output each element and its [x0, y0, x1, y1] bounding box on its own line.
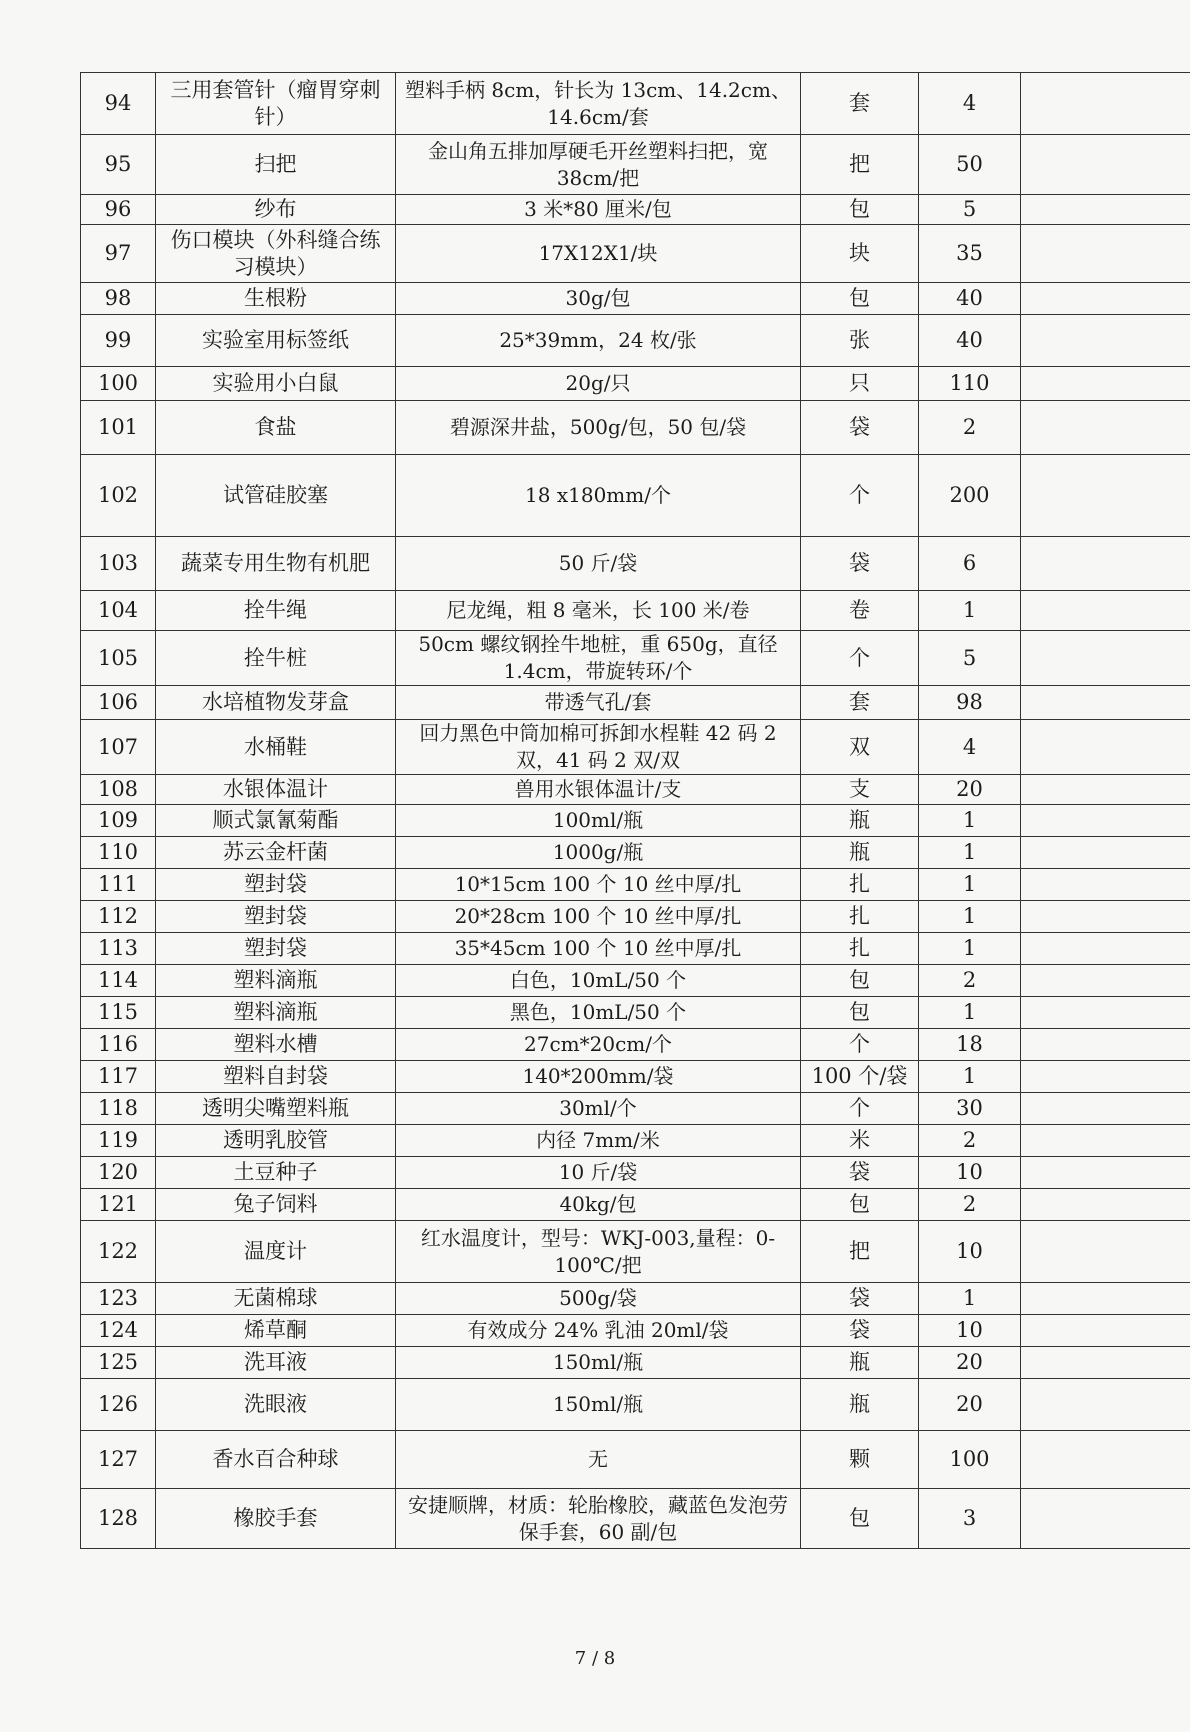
item-spec: 140*200mm/袋 — [396, 1061, 801, 1093]
table-row — [81, 225, 1190, 283]
item-name: 土豆种子 — [156, 1157, 396, 1189]
table-row — [81, 455, 1190, 537]
item-unit: 把 — [801, 1221, 919, 1283]
item-quantity: 6 — [919, 537, 1021, 591]
empty-cell — [1021, 686, 1190, 720]
item-unit: 颗 — [801, 1431, 919, 1489]
item-quantity: 3 — [919, 1489, 1021, 1549]
table-row — [81, 195, 1190, 225]
item-name: 水桶鞋 — [156, 720, 396, 775]
item-spec: 1000g/瓶 — [396, 837, 801, 869]
empty-cell — [1021, 73, 1190, 135]
item-spec: 150ml/瓶 — [396, 1347, 801, 1379]
item-quantity: 1 — [919, 933, 1021, 965]
item-number: 96 — [81, 195, 156, 225]
item-spec: 50cm 螺纹钢拴牛地桩，重 650g，直径 1.4cm，带旋转环/个 — [396, 631, 801, 686]
item-number: 125 — [81, 1347, 156, 1379]
item-spec: 尼龙绳，粗 8 毫米，长 100 米/卷 — [396, 591, 801, 631]
empty-cell — [1021, 837, 1190, 869]
item-unit: 张 — [801, 315, 919, 367]
item-spec: 20*28cm 100 个 10 丝中厚/扎 — [396, 901, 801, 933]
empty-cell — [1021, 869, 1190, 901]
item-spec: 内径 7mm/米 — [396, 1125, 801, 1157]
empty-cell — [1021, 1431, 1190, 1489]
item-quantity: 5 — [919, 195, 1021, 225]
item-unit: 米 — [801, 1125, 919, 1157]
empty-cell — [1021, 720, 1190, 775]
item-name: 苏云金杆菌 — [156, 837, 396, 869]
item-unit: 扎 — [801, 869, 919, 901]
item-unit: 袋 — [801, 1315, 919, 1347]
item-unit: 个 — [801, 1093, 919, 1125]
item-spec: 10*15cm 100 个 10 丝中厚/扎 — [396, 869, 801, 901]
item-quantity: 1 — [919, 901, 1021, 933]
item-number: 120 — [81, 1157, 156, 1189]
item-quantity: 40 — [919, 283, 1021, 315]
empty-cell — [1021, 997, 1190, 1029]
item-quantity: 20 — [919, 1347, 1021, 1379]
item-spec: 17X12X1/块 — [396, 225, 801, 283]
item-table — [80, 72, 1190, 1549]
item-number: 107 — [81, 720, 156, 775]
item-spec: 50 斤/袋 — [396, 537, 801, 591]
empty-cell — [1021, 901, 1190, 933]
table-row — [81, 720, 1190, 775]
table-row — [81, 1431, 1190, 1489]
item-name: 兔子饲料 — [156, 1189, 396, 1221]
item-number: 100 — [81, 367, 156, 401]
item-number: 108 — [81, 775, 156, 805]
item-number: 106 — [81, 686, 156, 720]
item-unit: 袋 — [801, 1283, 919, 1315]
item-unit: 袋 — [801, 401, 919, 455]
empty-cell — [1021, 283, 1190, 315]
item-name: 拴牛桩 — [156, 631, 396, 686]
table-row — [81, 686, 1190, 720]
item-quantity: 5 — [919, 631, 1021, 686]
item-spec: 红水温度计，型号：WKJ-003,量程：0-100℃/把 — [396, 1221, 801, 1283]
item-quantity: 30 — [919, 1093, 1021, 1125]
item-number: 102 — [81, 455, 156, 537]
item-spec: 18 x180mm/个 — [396, 455, 801, 537]
item-spec: 兽用水银体温计/支 — [396, 775, 801, 805]
item-quantity: 98 — [919, 686, 1021, 720]
empty-cell — [1021, 1379, 1190, 1431]
item-unit: 支 — [801, 775, 919, 805]
item-name: 食盐 — [156, 401, 396, 455]
empty-cell — [1021, 195, 1190, 225]
item-quantity: 4 — [919, 73, 1021, 135]
table-row — [81, 837, 1190, 869]
item-spec: 有效成分 24% 乳油 20ml/袋 — [396, 1315, 801, 1347]
item-quantity: 18 — [919, 1029, 1021, 1061]
empty-cell — [1021, 1283, 1190, 1315]
table-row — [81, 1093, 1190, 1125]
item-name: 洗眼液 — [156, 1379, 396, 1431]
empty-cell — [1021, 933, 1190, 965]
item-name: 试管硅胶塞 — [156, 455, 396, 537]
table-row — [81, 1125, 1190, 1157]
item-number: 104 — [81, 591, 156, 631]
item-name: 顺式氯氰菊酯 — [156, 805, 396, 837]
item-unit: 瓶 — [801, 805, 919, 837]
item-name: 扫把 — [156, 135, 396, 195]
item-name: 塑封袋 — [156, 869, 396, 901]
item-name: 塑封袋 — [156, 933, 396, 965]
table-row — [81, 933, 1190, 965]
item-quantity: 110 — [919, 367, 1021, 401]
item-number: 118 — [81, 1093, 156, 1125]
item-spec: 500g/袋 — [396, 1283, 801, 1315]
item-unit: 扎 — [801, 933, 919, 965]
item-spec: 白色，10mL/50 个 — [396, 965, 801, 997]
item-spec: 30ml/个 — [396, 1093, 801, 1125]
item-number: 101 — [81, 401, 156, 455]
item-quantity: 2 — [919, 1189, 1021, 1221]
item-unit: 瓶 — [801, 837, 919, 869]
item-quantity: 50 — [919, 135, 1021, 195]
item-spec: 带透气孔/套 — [396, 686, 801, 720]
item-spec: 100ml/瓶 — [396, 805, 801, 837]
empty-cell — [1021, 367, 1190, 401]
table-row — [81, 1157, 1190, 1189]
item-name: 橡胶手套 — [156, 1489, 396, 1549]
item-quantity: 10 — [919, 1157, 1021, 1189]
item-number: 103 — [81, 537, 156, 591]
item-name: 透明尖嘴塑料瓶 — [156, 1093, 396, 1125]
page-number: 7 / 8 — [574, 1648, 616, 1669]
table-body — [81, 73, 1190, 1549]
item-unit: 包 — [801, 965, 919, 997]
item-spec: 无 — [396, 1431, 801, 1489]
item-number: 123 — [81, 1283, 156, 1315]
item-name: 烯草酮 — [156, 1315, 396, 1347]
item-unit: 块 — [801, 225, 919, 283]
item-quantity: 2 — [919, 965, 1021, 997]
item-unit: 袋 — [801, 1157, 919, 1189]
item-number: 112 — [81, 901, 156, 933]
item-spec: 30g/包 — [396, 283, 801, 315]
empty-cell — [1021, 455, 1190, 537]
item-number: 119 — [81, 1125, 156, 1157]
item-name: 实验室用标签纸 — [156, 315, 396, 367]
table-row — [81, 1489, 1190, 1549]
table-row — [81, 1379, 1190, 1431]
table-row — [81, 401, 1190, 455]
table-row — [81, 1061, 1190, 1093]
item-spec: 150ml/瓶 — [396, 1379, 801, 1431]
empty-cell — [1021, 1489, 1190, 1549]
item-spec: 10 斤/袋 — [396, 1157, 801, 1189]
item-unit: 个 — [801, 455, 919, 537]
item-name: 水银体温计 — [156, 775, 396, 805]
empty-cell — [1021, 1347, 1190, 1379]
table-row — [81, 965, 1190, 997]
table-row — [81, 631, 1190, 686]
item-spec: 20g/只 — [396, 367, 801, 401]
item-quantity: 1 — [919, 1283, 1021, 1315]
item-unit: 套 — [801, 686, 919, 720]
empty-cell — [1021, 1061, 1190, 1093]
item-quantity: 100 — [919, 1431, 1021, 1489]
item-name: 塑料滴瓶 — [156, 997, 396, 1029]
item-unit: 包 — [801, 1189, 919, 1221]
item-quantity: 1 — [919, 869, 1021, 901]
table-row — [81, 283, 1190, 315]
item-name: 温度计 — [156, 1221, 396, 1283]
item-number: 117 — [81, 1061, 156, 1093]
item-number: 111 — [81, 869, 156, 901]
item-quantity: 10 — [919, 1221, 1021, 1283]
table-row — [81, 901, 1190, 933]
item-quantity: 1 — [919, 591, 1021, 631]
item-name: 塑料水槽 — [156, 1029, 396, 1061]
empty-cell — [1021, 591, 1190, 631]
item-quantity: 1 — [919, 997, 1021, 1029]
item-number: 114 — [81, 965, 156, 997]
item-spec: 塑料手柄 8cm，针长为 13cm、14.2cm、14.6cm/套 — [396, 73, 801, 135]
item-quantity: 200 — [919, 455, 1021, 537]
table-row — [81, 73, 1190, 135]
item-unit: 双 — [801, 720, 919, 775]
empty-cell — [1021, 1093, 1190, 1125]
item-quantity: 1 — [919, 837, 1021, 869]
item-unit: 瓶 — [801, 1379, 919, 1431]
table-row — [81, 537, 1190, 591]
item-quantity: 4 — [919, 720, 1021, 775]
empty-cell — [1021, 1189, 1190, 1221]
item-unit: 把 — [801, 135, 919, 195]
item-name: 蔬菜专用生物有机肥 — [156, 537, 396, 591]
item-name: 伤口模块（外科缝合练习模块） — [156, 225, 396, 283]
item-number: 97 — [81, 225, 156, 283]
table-row — [81, 1315, 1190, 1347]
item-number: 116 — [81, 1029, 156, 1061]
table-row — [81, 135, 1190, 195]
item-quantity: 10 — [919, 1315, 1021, 1347]
item-unit: 个 — [801, 631, 919, 686]
item-name: 水培植物发芽盒 — [156, 686, 396, 720]
empty-cell — [1021, 401, 1190, 455]
item-name: 纱布 — [156, 195, 396, 225]
item-spec: 35*45cm 100 个 10 丝中厚/扎 — [396, 933, 801, 965]
table-row — [81, 591, 1190, 631]
item-quantity: 35 — [919, 225, 1021, 283]
item-unit: 只 — [801, 367, 919, 401]
table-row — [81, 315, 1190, 367]
item-quantity: 1 — [919, 805, 1021, 837]
item-spec: 25*39mm，24 枚/张 — [396, 315, 801, 367]
item-number: 128 — [81, 1489, 156, 1549]
item-number: 126 — [81, 1379, 156, 1431]
item-name: 无菌棉球 — [156, 1283, 396, 1315]
item-spec: 黑色，10mL/50 个 — [396, 997, 801, 1029]
item-name: 塑料自封袋 — [156, 1061, 396, 1093]
table-row — [81, 997, 1190, 1029]
item-quantity: 20 — [919, 1379, 1021, 1431]
table-row — [81, 1283, 1190, 1315]
table-row — [81, 1029, 1190, 1061]
item-name: 塑封袋 — [156, 901, 396, 933]
item-number: 115 — [81, 997, 156, 1029]
item-unit: 包 — [801, 195, 919, 225]
item-number: 99 — [81, 315, 156, 367]
item-unit: 套 — [801, 73, 919, 135]
empty-cell — [1021, 965, 1190, 997]
empty-cell — [1021, 225, 1190, 283]
item-name: 塑料滴瓶 — [156, 965, 396, 997]
empty-cell — [1021, 805, 1190, 837]
item-number: 113 — [81, 933, 156, 965]
item-quantity: 40 — [919, 315, 1021, 367]
empty-cell — [1021, 537, 1190, 591]
item-name: 三用套管针（瘤胃穿刺针） — [156, 73, 396, 135]
item-unit: 个 — [801, 1029, 919, 1061]
item-number: 94 — [81, 73, 156, 135]
item-number: 105 — [81, 631, 156, 686]
item-quantity: 2 — [919, 401, 1021, 455]
table-row — [81, 805, 1190, 837]
item-unit: 卷 — [801, 591, 919, 631]
item-number: 110 — [81, 837, 156, 869]
item-unit: 100 个/袋 — [801, 1061, 919, 1093]
item-name: 香水百合种球 — [156, 1431, 396, 1489]
empty-cell — [1021, 315, 1190, 367]
item-unit: 包 — [801, 283, 919, 315]
item-number: 95 — [81, 135, 156, 195]
item-name: 拴牛绳 — [156, 591, 396, 631]
item-name: 透明乳胶管 — [156, 1125, 396, 1157]
table-row — [81, 1347, 1190, 1379]
item-number: 127 — [81, 1431, 156, 1489]
empty-cell — [1021, 775, 1190, 805]
table-row — [81, 869, 1190, 901]
empty-cell — [1021, 631, 1190, 686]
empty-cell — [1021, 1221, 1190, 1283]
item-spec: 安捷顺牌，材质：轮胎橡胶，藏蓝色发泡劳保手套，60 副/包 — [396, 1489, 801, 1549]
empty-cell — [1021, 135, 1190, 195]
item-number: 122 — [81, 1221, 156, 1283]
item-quantity: 20 — [919, 775, 1021, 805]
item-unit: 包 — [801, 1489, 919, 1549]
item-number: 98 — [81, 283, 156, 315]
item-unit: 袋 — [801, 537, 919, 591]
item-name: 洗耳液 — [156, 1347, 396, 1379]
item-number: 109 — [81, 805, 156, 837]
item-spec: 27cm*20cm/个 — [396, 1029, 801, 1061]
empty-cell — [1021, 1029, 1190, 1061]
item-number: 121 — [81, 1189, 156, 1221]
item-quantity: 1 — [919, 1061, 1021, 1093]
item-spec: 3 米*80 厘米/包 — [396, 195, 801, 225]
item-spec: 金山角五排加厚硬毛开丝塑料扫把，宽 38cm/把 — [396, 135, 801, 195]
item-unit: 包 — [801, 997, 919, 1029]
table-row — [81, 1189, 1190, 1221]
item-spec: 回力黑色中筒加棉可拆卸水桯鞋 42 码 2 双，41 码 2 双/双 — [396, 720, 801, 775]
item-spec: 40kg/包 — [396, 1189, 801, 1221]
item-quantity: 2 — [919, 1125, 1021, 1157]
empty-cell — [1021, 1157, 1190, 1189]
table-row — [81, 367, 1190, 401]
item-name: 实验用小白鼠 — [156, 367, 396, 401]
empty-cell — [1021, 1125, 1190, 1157]
empty-cell — [1021, 1315, 1190, 1347]
item-unit: 扎 — [801, 901, 919, 933]
item-unit: 瓶 — [801, 1347, 919, 1379]
table-row — [81, 775, 1190, 805]
item-name: 生根粉 — [156, 283, 396, 315]
table-row — [81, 1221, 1190, 1283]
item-number: 124 — [81, 1315, 156, 1347]
item-spec: 碧源深井盐，500g/包，50 包/袋 — [396, 401, 801, 455]
